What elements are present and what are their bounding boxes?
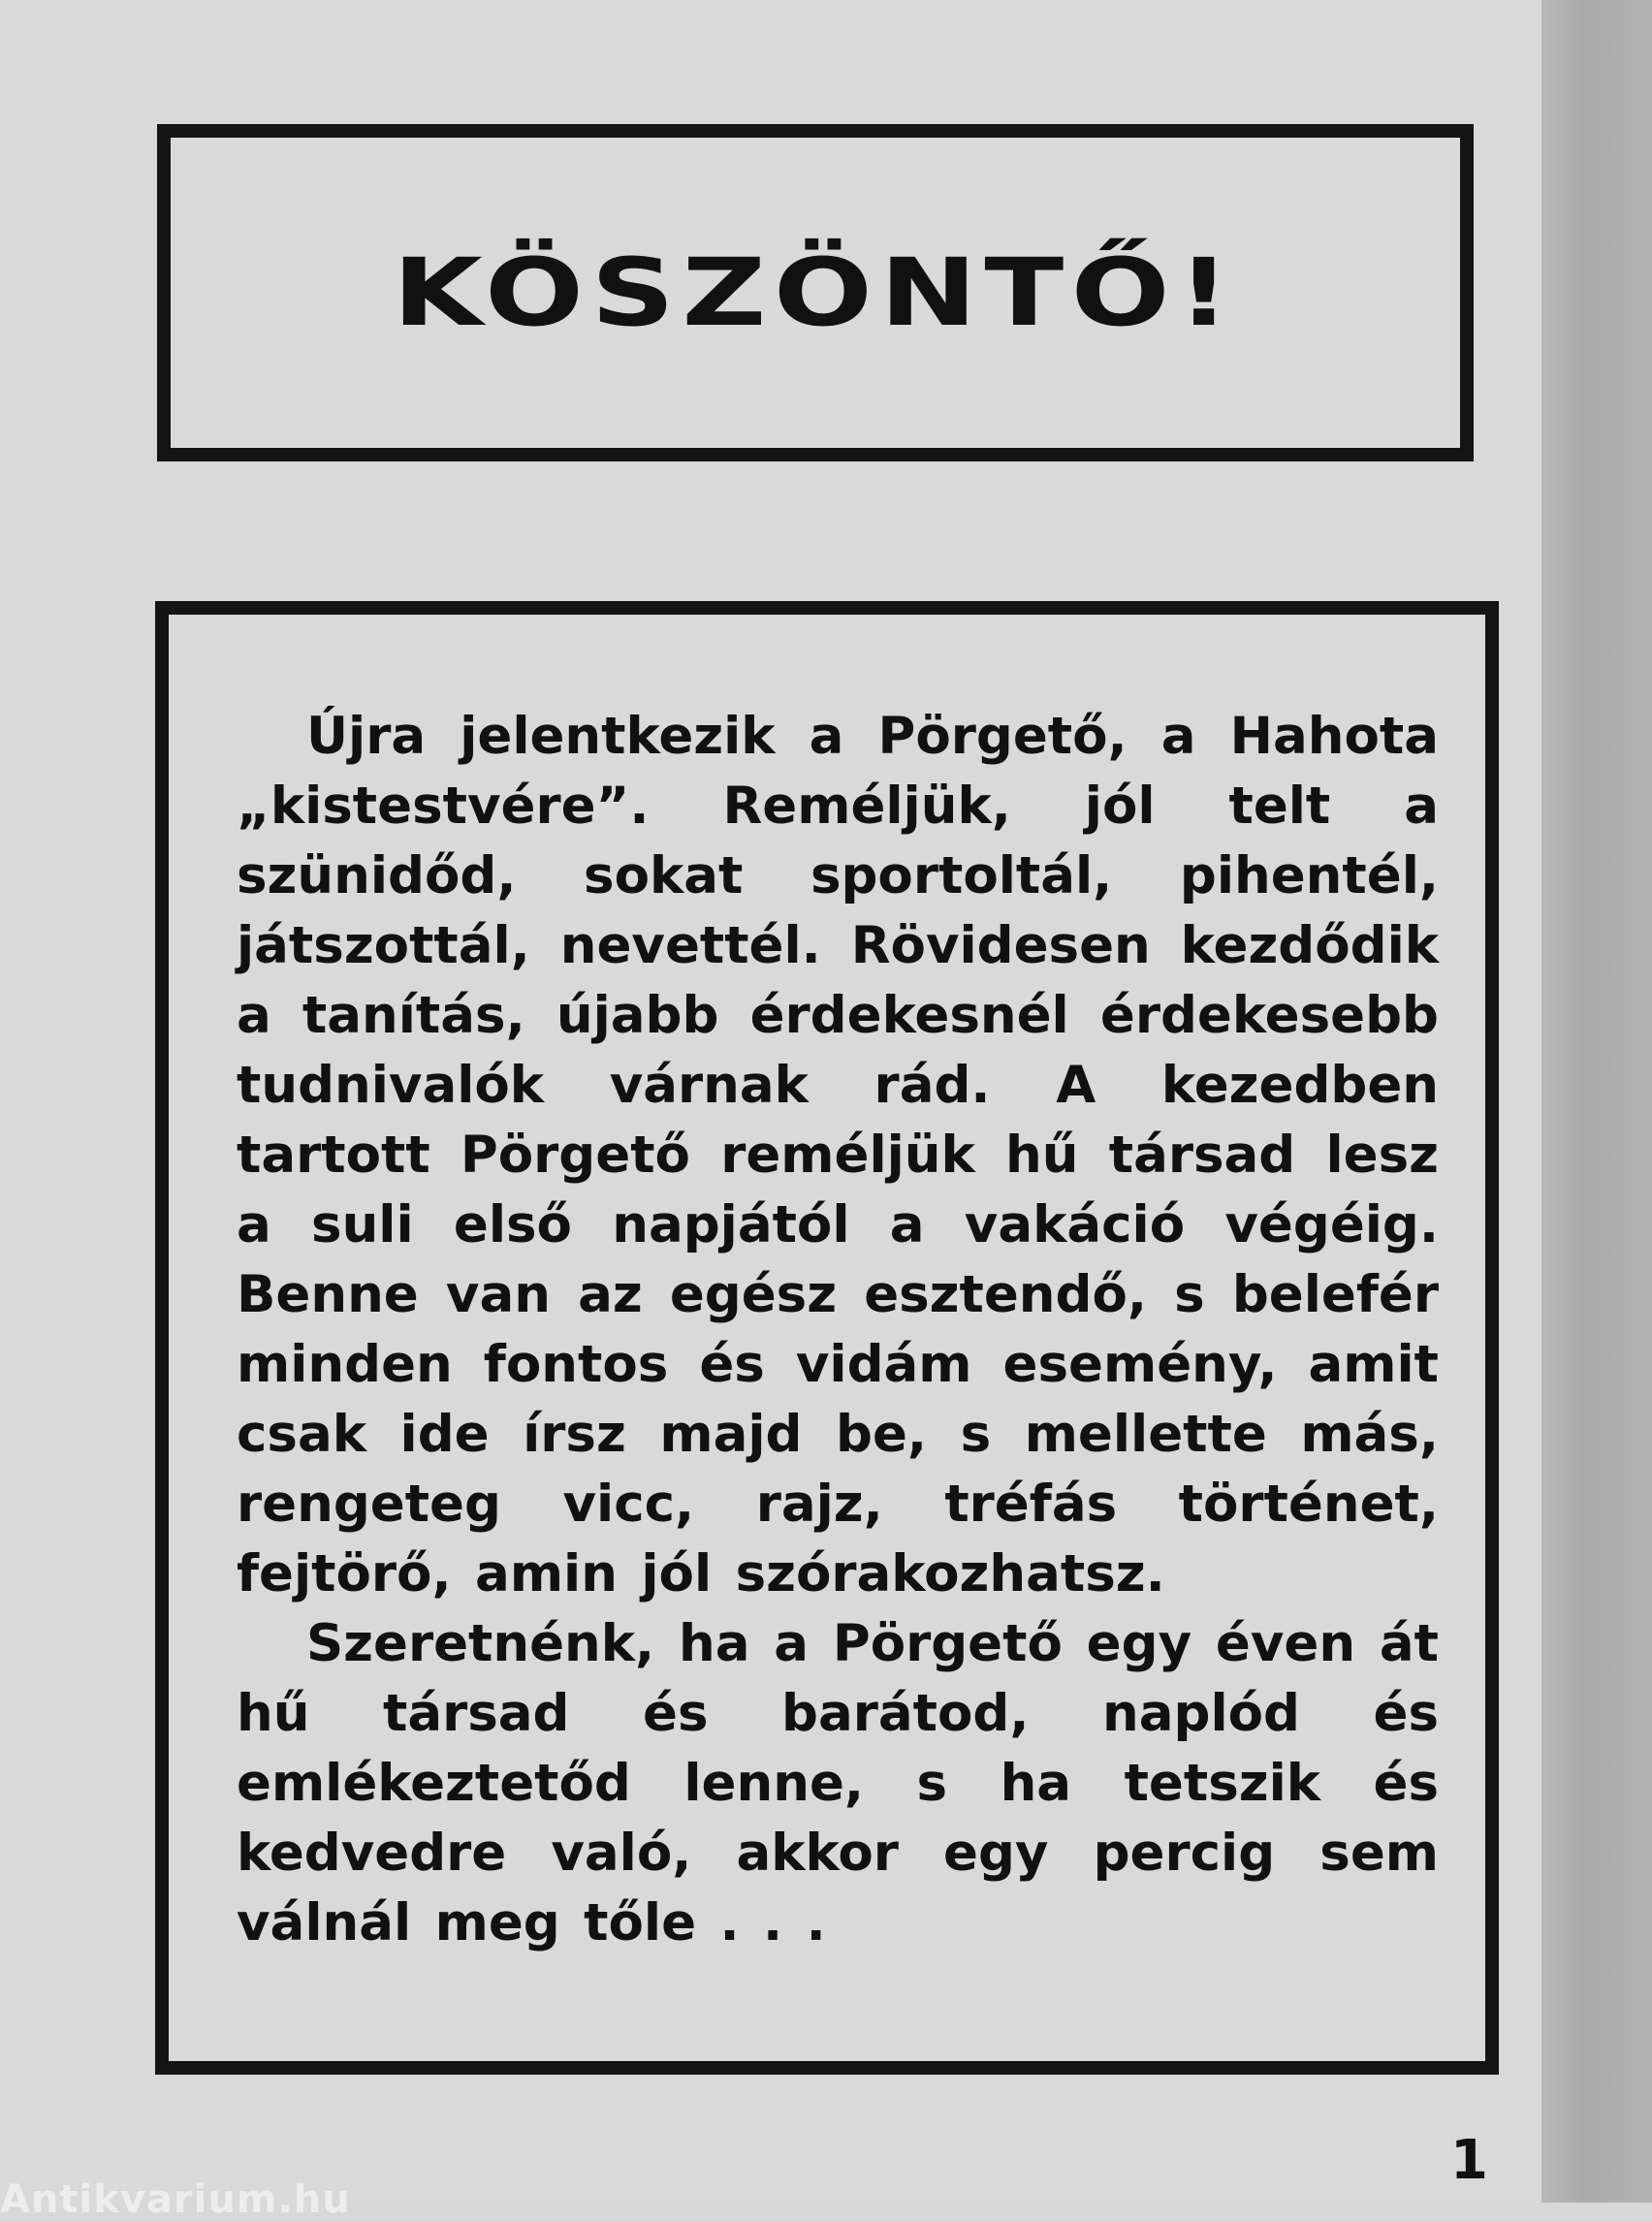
page-edge xyxy=(1541,0,1652,2203)
text-frame xyxy=(155,601,1499,2075)
body-text xyxy=(237,702,1439,1958)
paragraph-1: Újra jelentkezik a Pörgető, a Hahota „kistestvére”. Reméljük, jól telt a szünidőd, sokat sportoltál, pihentél, játszottál, nevettél. Rövidesen kezdődik a tanítás, újabb érdekesnél érdekesebb tudnivalók várnak rád. A kezedben tartott Pörgető reméljük hű társad lesz a suli első napjától a vakáció végéig. Benne van az egész esztendő, s belefér minden fontos és vidám esemény, amit csak ide írsz majd be, s mellette más, rengeteg vicc, rajz, tréfás történet, fejtörő, amin jól szórakozhatsz. xyxy=(237,707,1439,1603)
page-title: KÖSZÖNTŐ! xyxy=(393,238,1238,347)
watermark: Antikvarium.hu xyxy=(0,2177,351,2222)
paragraph-2: Szeretnénk, ha a Pörgető egy éven át hű társad és barátod, naplód és emlékeztetőd lenne, s ha tetszik és kedvedre való, akkor egy percig sem válnál meg tőle . . . xyxy=(237,1614,1439,1952)
page-number: 1 xyxy=(1450,2129,1488,2192)
title-frame xyxy=(157,124,1474,461)
